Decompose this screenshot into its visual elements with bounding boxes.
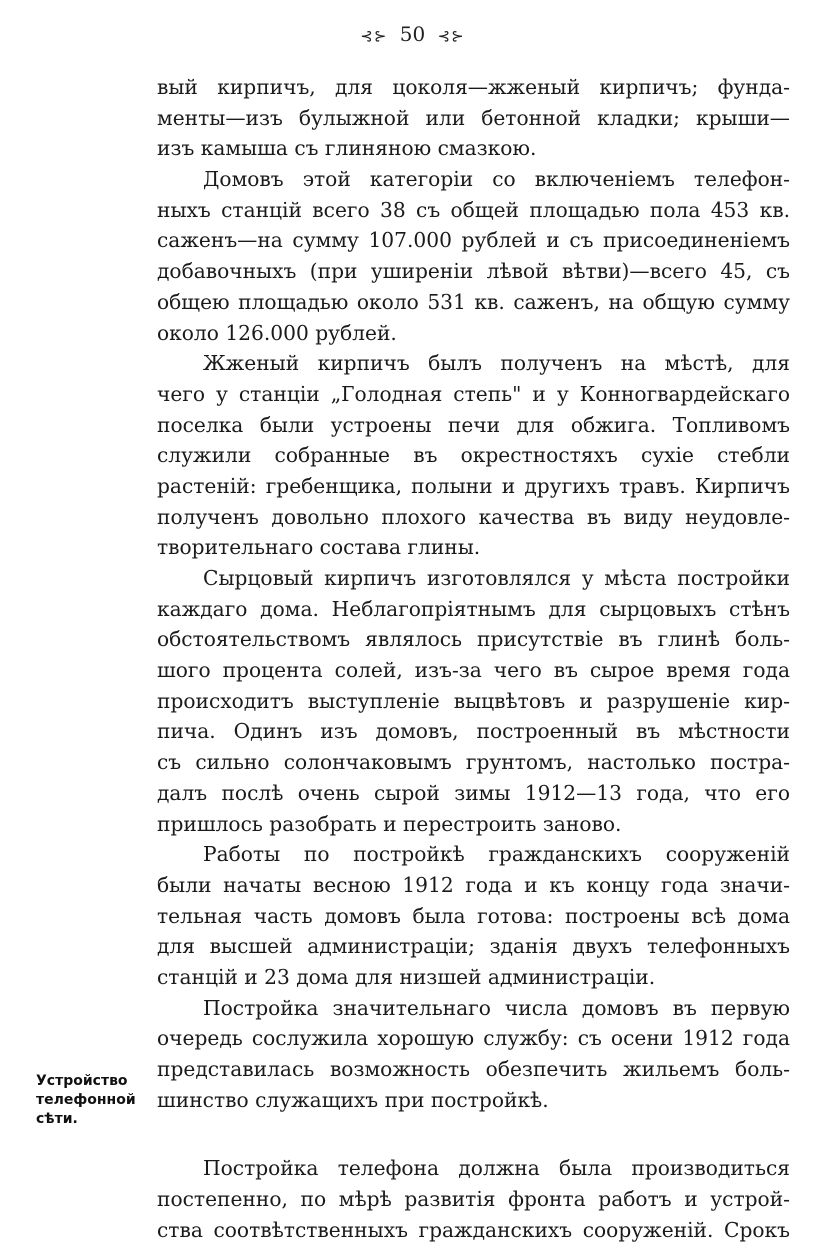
text-line: Домовъ этой категоріи со включеніемъ телефон-	[203, 167, 790, 192]
ornament-left: ⊰⊱	[360, 27, 388, 45]
margin-heading-line: телефонной	[36, 1092, 136, 1108]
margin-heading-line: сѣти.	[36, 1111, 78, 1127]
text-line: вый кирпичъ, для цоколя—жженый кирпичъ; фунда-	[157, 75, 790, 99]
text-line: Работы по постройкѣ гражданскихъ сооруженій	[203, 842, 790, 867]
text-line: ныхъ станцій всего 38 съ общей площадью пола 453 кв.	[157, 197, 790, 222]
text-line: общею площадью около 531 кв. саженъ, на общую сумму	[157, 289, 790, 314]
margin-heading-line: Устройство	[36, 1073, 128, 1089]
text-line: Сырцовый кирпичъ изготовлялся у мѣста постройки	[203, 566, 790, 590]
text-line: Жженый кирпичъ былъ полученъ на мѣстѣ, для	[203, 351, 790, 376]
text-line: происходитъ выступленіе выцвѣтовъ и разрушеніе кир-	[157, 688, 790, 713]
text-line: добавочныхъ (при уширеніи лѣвой вѣтви)—всего 45, съ	[157, 259, 790, 284]
text-line: шого процента солей, изъ-за чего въ сырое время года	[157, 658, 790, 683]
text-line: ства соотвѣтственныхъ гражданскихъ сооруженій. Срокъ	[157, 1217, 790, 1242]
page-header	[0, 22, 825, 48]
text-line: каждаго дома. Неблагопріятнымъ для сырцовыхъ стѣнъ	[157, 596, 790, 621]
text-line: были начаты весною 1912 года и къ концу года значи-	[157, 872, 790, 897]
text-line: Постройка значительнаго числа домовъ въ первую	[203, 995, 790, 1020]
text-line: растеній: гребенщика, полыни и другихъ травъ. Кирпичъ	[157, 473, 790, 498]
text-line: представилась возможность обезпечить жильемъ боль-	[157, 1057, 790, 1081]
text-line: творительнаго состава глины.	[157, 535, 481, 560]
ornament-right: ⊰⊱	[437, 27, 465, 45]
text-line: обстоятельствомъ являлось присутствіе въ глинѣ боль-	[157, 627, 790, 652]
margin-heading	[36, 1072, 151, 1129]
text-line: очередь сослужила хорошую службу: съ осени 1912 года	[157, 1026, 790, 1051]
text-line: постепенно, по мѣрѣ развитія фронта работъ и устрой-	[157, 1187, 790, 1212]
section-gap	[157, 1115, 790, 1153]
text-line: около 126.000 рублей.	[157, 320, 397, 345]
page-number: 50	[399, 22, 426, 46]
text-line: изъ камыша съ глиняною смазкою.	[157, 136, 537, 161]
body-text	[157, 72, 790, 1245]
text-line: чего у станціи „Голодная степь" и у Конногвардейскаго	[157, 381, 790, 406]
text-line: пришлось разобрать и перестроить заново.	[157, 811, 622, 836]
text-line: поселка были устроены печи для обжига. Топливомъ	[157, 412, 790, 437]
text-line: съ сильно солончаковымъ грунтомъ, настолько пострa-	[157, 750, 790, 775]
text-line: служили собранные въ окрестностяхъ сухіе стебли	[157, 443, 790, 468]
text-line: далъ послѣ очень сырой зимы 1912—13 года, что его	[157, 780, 790, 805]
text-line: тельная часть домовъ была готова: построены всѣ дома	[157, 903, 790, 928]
text-line: Постройка телефона должна была производиться	[203, 1156, 790, 1181]
text-line: полученъ довольно плохого качества въ виду неудовле-	[157, 504, 790, 529]
text-line: пича. Одинъ изъ домовъ, построенный въ мѣстности	[157, 719, 790, 744]
text-line: шинство служащихъ при постройкѣ.	[157, 1087, 549, 1112]
text-line: менты—изъ булыжной или бетонной кладки; крыши—	[157, 105, 790, 130]
text-line: станцій и 23 дома для низшей администраціи.	[157, 964, 656, 989]
text-line: для высшей администраціи; зданія двухъ телефонныхъ	[157, 934, 790, 959]
text-line: саженъ—на сумму 107.000 рублей и съ присоединеніемъ	[157, 228, 790, 253]
